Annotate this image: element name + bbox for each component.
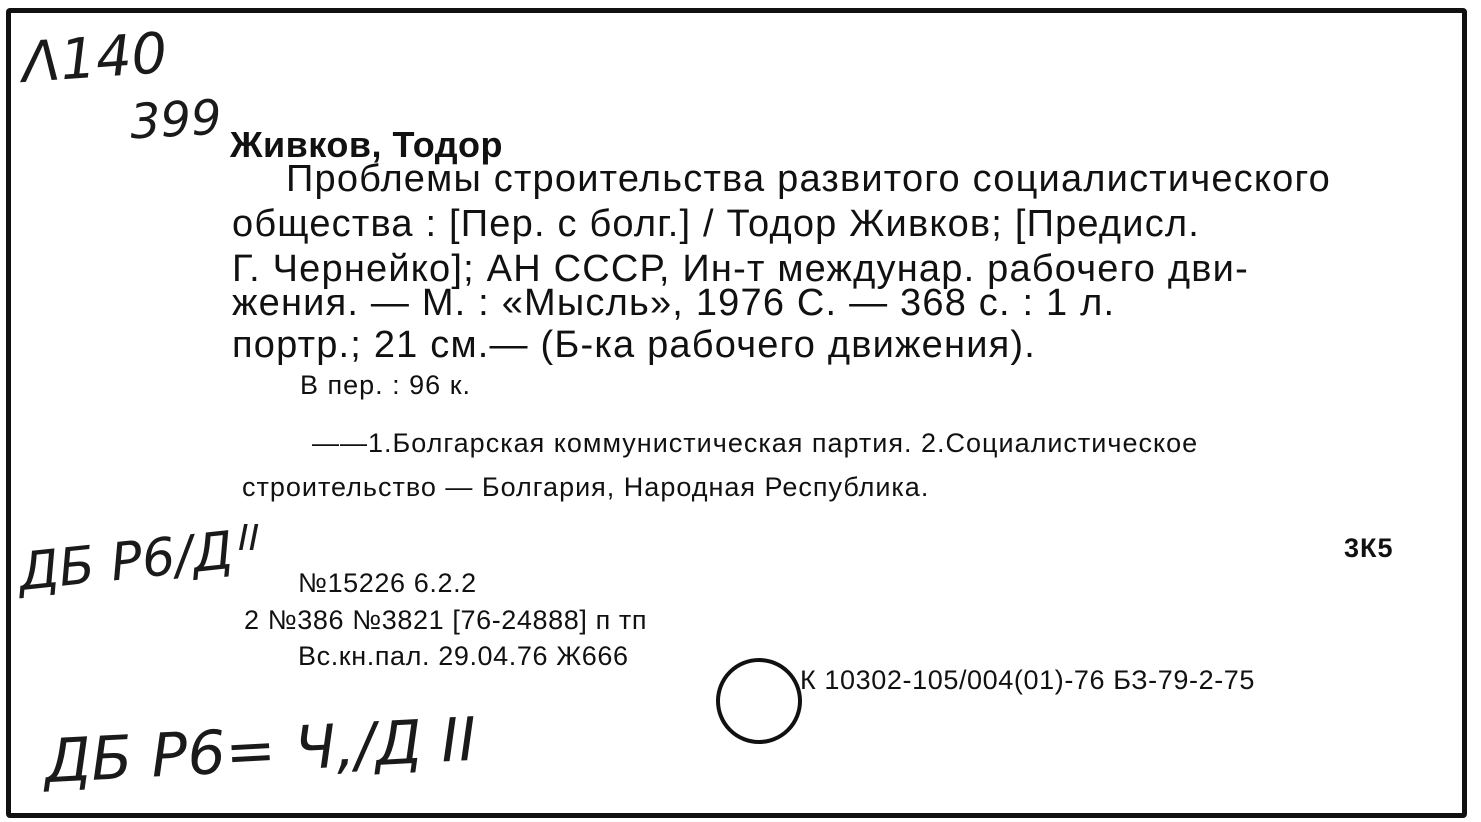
stamp-circle bbox=[716, 658, 802, 744]
pub-line-2: 2 №386 №3821 [76-24888] п тп bbox=[244, 605, 648, 635]
shelf-mark-bottom: 399 bbox=[128, 89, 224, 151]
pub-line-1: №15226 6.2.2 bbox=[298, 568, 477, 598]
title-line-1: Проблемы строительства развитого социалистического bbox=[286, 158, 1332, 200]
pub-line-3: Вс.кн.пал. 29.04.76 Ж666 bbox=[298, 641, 629, 671]
author-heading: Живков, Тодор bbox=[230, 124, 504, 165]
title-line-3: Г. Чернейко]; АН СССР, Ин-т междунар. рабочего дви- bbox=[232, 248, 1249, 290]
title-line-4: жения. — М. : «Мысль», 1976 С. — 368 с. : 1 л. bbox=[232, 282, 1116, 324]
classification-code: 3К5 bbox=[1344, 533, 1394, 563]
handwritten-note-1-suffix: II bbox=[238, 518, 260, 559]
subject-line-2: строительство — Болгария, Народная Республика. bbox=[242, 472, 930, 502]
shelf-mark-top: Λ140 bbox=[19, 21, 170, 96]
subject-line-1: ——1.Болгарская коммунистическая партия. 2.Социалистическое bbox=[312, 428, 1199, 458]
title-line-2: общества : [Пер. с болг.] / Тодор Живков; [Предисл. bbox=[232, 203, 1201, 245]
handwritten-note-2: ДБ Р6= Ч,/Д II bbox=[42, 704, 479, 798]
handwritten-note-1: ДБ Р6/Д bbox=[15, 520, 236, 604]
title-line-5: портр.; 21 см.— (Б-ка рабочего движения). bbox=[232, 324, 1037, 366]
price-line: В пер. : 96 к. bbox=[300, 370, 472, 400]
catalog-codes: К 10302-105/004(01)-76 БЗ-79-2-75 bbox=[800, 665, 1256, 695]
